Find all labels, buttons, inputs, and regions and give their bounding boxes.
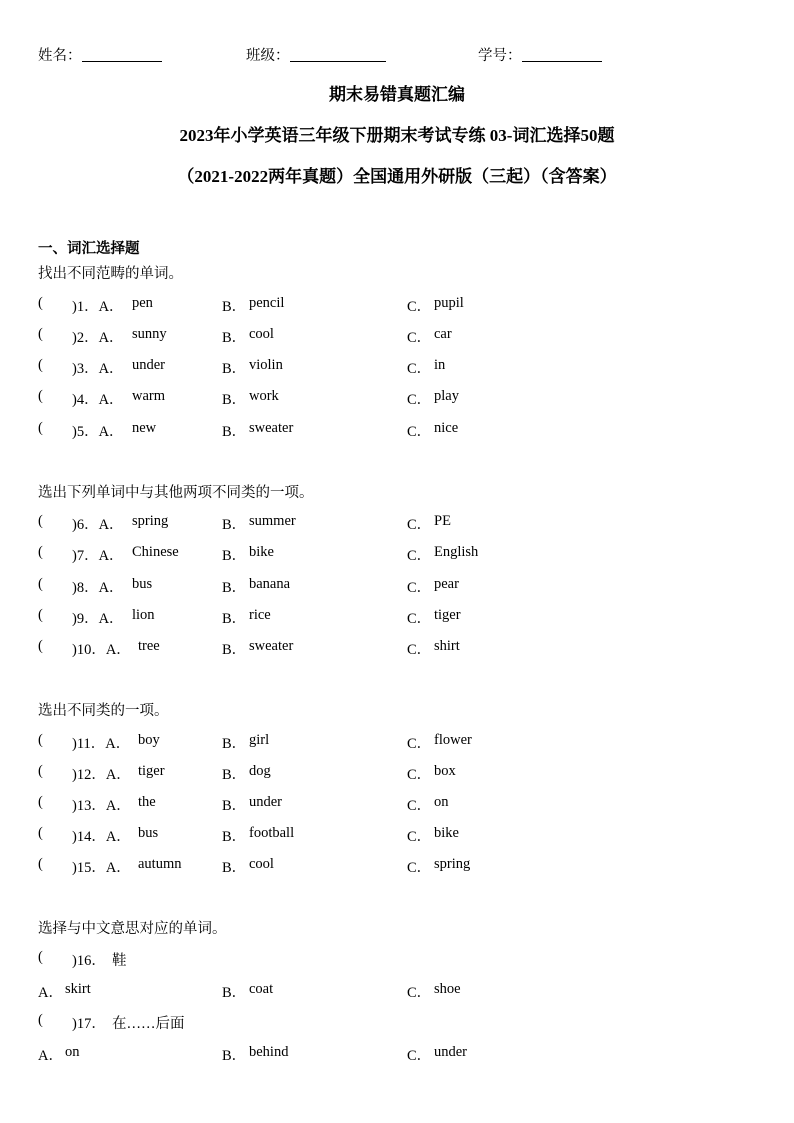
option-b: bike xyxy=(249,544,274,560)
option-b-label: B． xyxy=(222,611,247,627)
option-b: behind xyxy=(249,1044,289,1060)
option-a: pen xyxy=(132,295,153,311)
option-c: shirt xyxy=(434,638,460,654)
option-b: dog xyxy=(249,763,271,779)
option-a-label: A． xyxy=(38,985,63,1001)
option-c: under xyxy=(434,1044,468,1060)
question-number: )11．A． xyxy=(72,736,131,752)
id-label: 学号： xyxy=(478,48,522,64)
option-c-label: C． xyxy=(407,1048,432,1064)
document-title: 期末易错真题汇编 xyxy=(329,85,465,104)
option-b: rice xyxy=(249,607,271,623)
question-number: )1．A． xyxy=(72,299,124,315)
answer-paren[interactable]: ( xyxy=(38,638,43,654)
answer-paren[interactable]: ( xyxy=(38,357,43,373)
answer-paren[interactable]: ( xyxy=(38,856,43,872)
question-number: )2．A． xyxy=(72,330,124,346)
question-number: )3．A． xyxy=(72,361,124,377)
question-row xyxy=(38,576,758,598)
document-subtitle: 2023年小学英语三年级下册期末考试专练 03-词汇选择50题 xyxy=(179,126,615,145)
question-row xyxy=(38,544,758,566)
question-number: )10．A． xyxy=(72,642,131,658)
option-c-label: C． xyxy=(407,829,432,845)
option-c: in xyxy=(434,357,446,373)
option-c: play xyxy=(434,388,459,404)
option-b: banana xyxy=(249,576,291,592)
option-b-label: B． xyxy=(222,517,247,533)
option-b-label: B． xyxy=(222,736,247,752)
option-a: new xyxy=(132,420,157,436)
option-c: flower xyxy=(434,732,472,748)
id-blank[interactable] xyxy=(522,47,602,62)
question-row xyxy=(38,388,758,410)
option-b: sweater xyxy=(249,420,294,436)
option-c-label: C． xyxy=(407,642,432,658)
question-number: )16． xyxy=(72,953,106,969)
section-heading: 一、词汇选择题 xyxy=(38,241,140,257)
question-row xyxy=(38,357,758,379)
option-b-label: B． xyxy=(222,330,247,346)
group-instruction: 选出不同类的一项。 xyxy=(38,703,169,719)
question-number: )15．A． xyxy=(72,860,131,876)
id-field[interactable] xyxy=(478,44,602,65)
question-row xyxy=(38,420,758,442)
group-instruction: 选择与中文意思对应的单词。 xyxy=(38,921,227,937)
group-instruction: 选出下列单词中与其他两项不同类的一项。 xyxy=(38,485,314,501)
option-c-label: C． xyxy=(407,767,432,783)
question-row xyxy=(38,513,758,535)
option-b: work xyxy=(249,388,279,404)
option-c: bike xyxy=(434,825,459,841)
option-b-label: B． xyxy=(222,424,247,440)
option-c-label: C． xyxy=(407,736,432,752)
option-a: bus xyxy=(132,576,153,592)
options-row xyxy=(38,981,758,1003)
option-c: spring xyxy=(434,856,471,872)
option-c: tiger xyxy=(434,607,461,623)
question-number: )6．A． xyxy=(72,517,124,533)
option-a: boy xyxy=(138,732,160,748)
option-b-label: B． xyxy=(222,299,247,315)
answer-paren[interactable]: ( xyxy=(38,420,43,436)
class-label: 班级： xyxy=(246,48,290,64)
question-row xyxy=(38,295,758,317)
option-c-label: C． xyxy=(407,392,432,408)
option-c: box xyxy=(434,763,456,779)
option-c-label: C． xyxy=(407,580,432,596)
option-c: shoe xyxy=(434,981,461,997)
answer-paren[interactable]: ( xyxy=(38,607,43,623)
option-c-label: C． xyxy=(407,611,432,627)
option-a: warm xyxy=(132,388,166,404)
class-blank[interactable] xyxy=(290,47,386,62)
answer-paren[interactable]: ( xyxy=(38,1012,43,1028)
option-b-label: B． xyxy=(222,361,247,377)
question-number: )14．A． xyxy=(72,829,131,845)
option-b: football xyxy=(249,825,295,841)
option-a: tiger xyxy=(138,763,165,779)
answer-paren[interactable]: ( xyxy=(38,825,43,841)
answer-paren[interactable]: ( xyxy=(38,576,43,592)
question-number: )12．A． xyxy=(72,767,131,783)
option-a: lion xyxy=(132,607,155,623)
option-b-label: B． xyxy=(222,548,247,564)
question-number: )9．A． xyxy=(72,611,124,627)
question-number: )8．A． xyxy=(72,580,124,596)
question-number: )7．A． xyxy=(72,548,124,564)
question-row xyxy=(38,638,758,660)
option-b: sweater xyxy=(249,638,294,654)
option-a-label: A． xyxy=(38,1048,63,1064)
question-stem: 在……后面 xyxy=(112,1016,185,1032)
option-b-label: B． xyxy=(222,829,247,845)
option-a: bus xyxy=(138,825,159,841)
option-c: pear xyxy=(434,576,459,592)
answer-paren[interactable]: ( xyxy=(38,949,43,965)
name-field[interactable] xyxy=(38,44,162,65)
option-a: sunny xyxy=(132,326,167,342)
option-c-label: C． xyxy=(407,860,432,876)
question-row xyxy=(38,949,758,971)
answer-paren[interactable]: ( xyxy=(38,295,43,311)
option-b-label: B． xyxy=(222,798,247,814)
question-row xyxy=(38,856,758,878)
option-c-label: C． xyxy=(407,361,432,377)
question-stem: 鞋 xyxy=(112,953,127,969)
option-b: coat xyxy=(249,981,274,997)
answer-paren[interactable]: ( xyxy=(38,732,43,748)
option-c-label: C． xyxy=(407,985,432,1001)
option-c: pupil xyxy=(434,295,464,311)
option-c-label: C． xyxy=(407,299,432,315)
answer-paren[interactable]: ( xyxy=(38,388,43,404)
question-row xyxy=(38,763,758,785)
name-label: 姓名： xyxy=(38,48,82,64)
question-row xyxy=(38,794,758,816)
question-row xyxy=(38,1012,758,1034)
option-b-label: B． xyxy=(222,860,247,876)
answer-paren[interactable]: ( xyxy=(38,544,43,560)
option-a: autumn xyxy=(138,856,182,872)
option-a: under xyxy=(132,357,166,373)
option-a: on xyxy=(65,1044,80,1060)
question-row xyxy=(38,825,758,847)
option-c: English xyxy=(434,544,479,560)
group-instruction: 找出不同范畴的单词。 xyxy=(38,266,183,282)
answer-paren[interactable]: ( xyxy=(38,794,43,810)
option-b: cool xyxy=(249,856,274,872)
option-a: Chinese xyxy=(132,544,179,560)
question-number: )4．A． xyxy=(72,392,124,408)
option-b-label: B． xyxy=(222,985,247,1001)
option-c-label: C． xyxy=(407,798,432,814)
answer-paren[interactable]: ( xyxy=(38,513,43,529)
option-c: car xyxy=(434,326,452,342)
option-b: girl xyxy=(249,732,270,748)
question-number: )17． xyxy=(72,1016,106,1032)
option-c: PE xyxy=(434,513,451,529)
options-row xyxy=(38,1044,758,1066)
option-b-label: B． xyxy=(222,1048,247,1064)
option-b-label: B． xyxy=(222,642,247,658)
question-row xyxy=(38,607,758,629)
option-b: violin xyxy=(249,357,283,373)
question-number: )5．A． xyxy=(72,424,124,440)
option-c: on xyxy=(434,794,449,810)
option-b-label: B． xyxy=(222,767,247,783)
class-field[interactable] xyxy=(246,44,386,65)
option-b: pencil xyxy=(249,295,285,311)
document-edition: （2021-2022两年真题）全国通用外研版（三起）（含答案） xyxy=(177,167,617,186)
answer-paren[interactable]: ( xyxy=(38,763,43,779)
option-c-label: C． xyxy=(407,517,432,533)
question-row xyxy=(38,732,758,754)
name-blank[interactable] xyxy=(82,47,162,62)
student-info-row xyxy=(38,44,758,66)
option-b-label: B． xyxy=(222,392,247,408)
option-a: tree xyxy=(138,638,160,654)
question-row xyxy=(38,326,758,348)
option-c: nice xyxy=(434,420,459,436)
option-b-label: B． xyxy=(222,580,247,596)
option-a: the xyxy=(138,794,156,810)
option-c-label: C． xyxy=(407,330,432,346)
option-b: summer xyxy=(249,513,296,529)
option-c-label: C． xyxy=(407,424,432,440)
option-b: cool xyxy=(249,326,274,342)
option-c-label: C． xyxy=(407,548,432,564)
option-a: spring xyxy=(132,513,169,529)
question-number: )13．A． xyxy=(72,798,131,814)
option-a: skirt xyxy=(65,981,91,997)
answer-paren[interactable]: ( xyxy=(38,326,43,342)
option-b: under xyxy=(249,794,283,810)
